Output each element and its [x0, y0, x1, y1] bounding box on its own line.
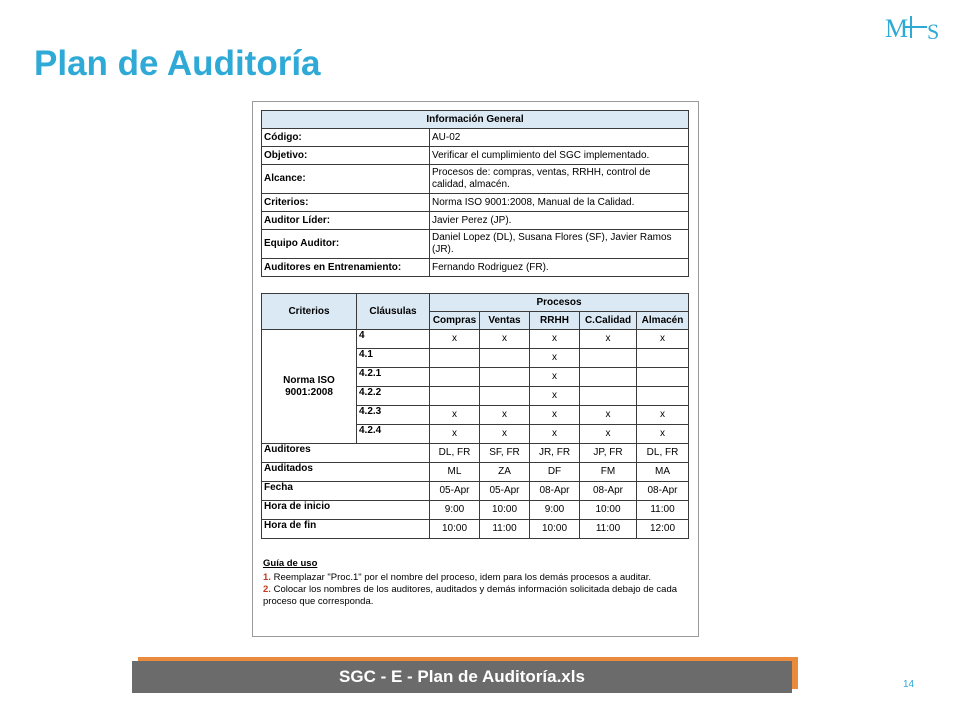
clausulas-header: Cláusulas	[357, 294, 430, 330]
detail-value: 11:00	[580, 520, 637, 539]
general-label: Código:	[262, 129, 430, 147]
detail-value: 11:00	[480, 520, 530, 539]
detail-value: 12:00	[637, 520, 689, 539]
general-row	[262, 194, 689, 212]
detail-value: JP, FR	[580, 444, 637, 463]
coverage-mark	[480, 387, 530, 406]
detail-value: 9:00	[530, 501, 580, 520]
general-row	[262, 129, 689, 147]
coverage-mark: x	[637, 406, 689, 425]
detail-value: 10:00	[480, 501, 530, 520]
coverage-mark: x	[480, 425, 530, 444]
detail-value: 10:00	[530, 520, 580, 539]
coverage-mark: x	[580, 330, 637, 349]
spreadsheet-image	[252, 101, 699, 637]
general-header-row	[262, 111, 689, 129]
detail-value: 05-Apr	[430, 482, 480, 501]
coverage-mark: x	[530, 387, 580, 406]
detail-value: SF, FR	[480, 444, 530, 463]
detail-row	[262, 482, 689, 501]
detail-row	[262, 501, 689, 520]
general-info-table	[261, 110, 689, 277]
detail-value: FM	[580, 463, 637, 482]
coverage-mark	[430, 387, 480, 406]
footer-filename: SGC - E - Plan de Auditoría.xls	[132, 661, 792, 693]
coverage-mark	[430, 368, 480, 387]
detail-row	[262, 463, 689, 482]
clausula-id: 4.1	[357, 349, 430, 368]
general-value: Verificar el cumplimiento del SGC implementado.	[430, 147, 689, 165]
coverage-mark: x	[530, 330, 580, 349]
general-row	[262, 230, 689, 259]
detail-value: ZA	[480, 463, 530, 482]
proceso-header: Compras	[430, 312, 480, 330]
coverage-mark	[637, 387, 689, 406]
audit-plan-table	[261, 293, 689, 539]
proceso-header: RRHH	[530, 312, 580, 330]
detail-value: 11:00	[637, 501, 689, 520]
general-label: Auditores en Entrenamiento:	[262, 259, 430, 277]
coverage-mark: x	[530, 349, 580, 368]
general-row	[262, 212, 689, 230]
proceso-header: C.Calidad	[580, 312, 637, 330]
coverage-mark	[480, 368, 530, 387]
logo-s: S	[927, 19, 940, 44]
clausula-id: 4	[357, 330, 430, 349]
coverage-mark	[430, 349, 480, 368]
coverage-mark: x	[480, 330, 530, 349]
guide-item-text: Colocar los nombres de los auditores, auditados y demás información solicitada debajo de cada proceso que corresponda.	[263, 584, 678, 607]
general-row	[262, 259, 689, 277]
clausula-id: 4.2.1	[357, 368, 430, 387]
detail-value: DF	[530, 463, 580, 482]
detail-value: 08-Apr	[530, 482, 580, 501]
coverage-mark	[637, 368, 689, 387]
clausula-id: 4.2.4	[357, 425, 430, 444]
general-value: Javier Perez (JP).	[430, 212, 689, 230]
coverage-mark	[480, 349, 530, 368]
coverage-mark	[637, 349, 689, 368]
proceso-header: Almacén	[637, 312, 689, 330]
general-label: Objetivo:	[262, 147, 430, 165]
coverage-mark: x	[530, 368, 580, 387]
coverage-mark: x	[637, 425, 689, 444]
detail-value: 08-Apr	[580, 482, 637, 501]
clausula-row	[262, 330, 689, 349]
coverage-mark	[580, 349, 637, 368]
criterios-header: Criterios	[262, 294, 357, 330]
detail-value: JR, FR	[530, 444, 580, 463]
page-number: 14	[903, 679, 915, 690]
coverage-mark: x	[580, 425, 637, 444]
coverage-mark: x	[430, 330, 480, 349]
detail-value: 10:00	[430, 520, 480, 539]
detail-value: 05-Apr	[480, 482, 530, 501]
coverage-mark: x	[530, 406, 580, 425]
coverage-mark: x	[530, 425, 580, 444]
detail-value: 08-Apr	[637, 482, 689, 501]
guide-item-number: 1.	[263, 572, 271, 583]
coverage-mark: x	[637, 330, 689, 349]
detail-row	[262, 520, 689, 539]
general-value: Norma ISO 9001:2008, Manual de la Calidad.	[430, 194, 689, 212]
detail-label: Fecha	[262, 482, 430, 501]
proceso-header: Ventas	[480, 312, 530, 330]
general-value: Daniel Lopez (DL), Susana Flores (SF), Javier Ramos (JR).	[430, 230, 689, 259]
clausula-id: 4.2.3	[357, 406, 430, 425]
general-label: Criterios:	[262, 194, 430, 212]
detail-label: Hora de fin	[262, 520, 430, 539]
detail-label: Auditores	[262, 444, 430, 463]
detail-value: DL, FR	[430, 444, 480, 463]
page-title: Plan de Auditoría	[34, 44, 321, 83]
guide-title: Guía de uso	[263, 558, 318, 569]
detail-row	[262, 444, 689, 463]
general-header: Información General	[262, 111, 689, 129]
guide-item-text: Reemplazar "Proc.1" por el nombre del proceso, idem para los demás procesos a auditar.	[273, 572, 652, 583]
general-value: Fernando Rodriguez (FR).	[430, 259, 689, 277]
guide-item	[263, 584, 688, 608]
detail-value: 10:00	[580, 501, 637, 520]
detail-value: ML	[430, 463, 480, 482]
coverage-mark: x	[480, 406, 530, 425]
plan-header-row	[262, 294, 689, 312]
mhs-logo	[884, 10, 948, 46]
general-label: Alcance:	[262, 165, 430, 194]
coverage-mark: x	[430, 406, 480, 425]
criterio-cell: Norma ISO 9001:2008	[262, 330, 357, 444]
general-value: Procesos de: compras, ventas, RRHH, control de calidad, almacén.	[430, 165, 689, 194]
coverage-mark: x	[580, 406, 637, 425]
general-row	[262, 165, 689, 194]
guide-item-number: 2.	[263, 584, 271, 595]
detail-label: Hora de inicio	[262, 501, 430, 520]
detail-value: MA	[637, 463, 689, 482]
general-row	[262, 147, 689, 165]
general-value: AU-02	[430, 129, 689, 147]
coverage-mark: x	[430, 425, 480, 444]
procesos-header: Procesos	[430, 294, 689, 312]
detail-value: DL, FR	[637, 444, 689, 463]
general-label: Auditor Líder:	[262, 212, 430, 230]
guide-item	[263, 572, 688, 584]
logo-m: M	[885, 14, 909, 43]
clausula-id: 4.2.2	[357, 387, 430, 406]
usage-guide	[263, 558, 688, 608]
detail-label: Auditados	[262, 463, 430, 482]
detail-value: 9:00	[430, 501, 480, 520]
coverage-mark	[580, 387, 637, 406]
coverage-mark	[580, 368, 637, 387]
general-label: Equipo Auditor:	[262, 230, 430, 259]
